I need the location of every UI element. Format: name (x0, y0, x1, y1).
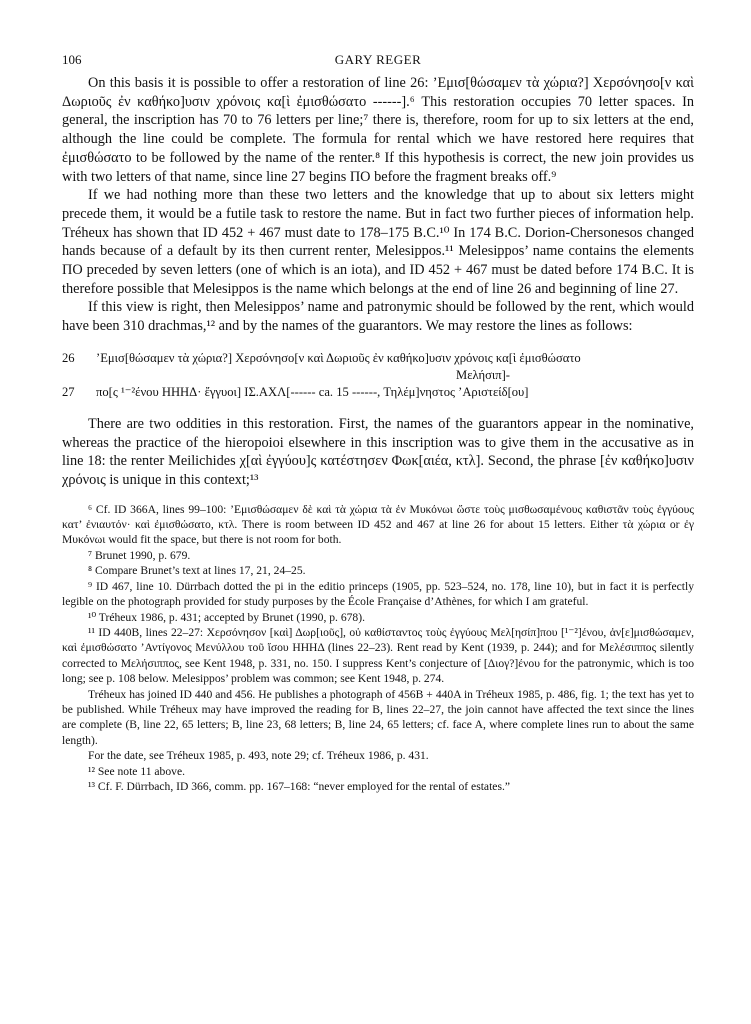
footnote-11: ¹¹ ID 440B, lines 22–27: Χερσόνησον [καὶ] Δωρ[ιοῦς], οὐ καθίσταντος τοὺς ἐγγύους Μελ[ησίπ]που [¹⁻²]ένου, ἀν[ε]μισθώσαμεν, καὶ ἐμισθώσατο ’Αντίγονος Μενύλλου τοῦ ἴσου ΗΗΗΔ (lines 22–23). Rent read by Kent (1939, p. 244); and for Μελέσιππος silently corrected to Μελήσιππος, see Kent 1948, p. 331, no. 150. I suppress Kent’s conjecture of [Διογ?]ένου for the patronymic, which is too long; see p. 108 below. Melesippos’ problem was common; see Kent 1948, p. 274. (62, 625, 694, 686)
page-header (62, 52, 694, 74)
line-number: 27 (62, 384, 75, 399)
paragraph-1: On this basis it is possible to offer a restoration of line 26: ’Εμισ[θώσαμεν τὰ χώρια?] Χερσόνησο[ν καὶ Δωριοῦς ἐν καθήκο]υσιν χρόνοις κα[ὶ ἐμισθώσατο ------].⁶ This restoration occupies 70 letter spaces. In general, the inscription has 70 to 76 letters per line;⁷ there is, therefore, room for up to six letters at the end, although the line could be complete. The formula for rental which we have restored here requires that ἐμισθώσατο to be followed by the name of the renter.⁸ If this hypothesis is correct, the new join provides us with two letters of that name, since line 27 begins ΠΟ before the fragment breaks off.⁹ (62, 75, 694, 185)
inscription-line-26-continuation: Μελήσιπ]- (456, 367, 510, 382)
footnotes (62, 502, 694, 795)
paragraph-2: If we had nothing more than these two letters and the knowledge that up to about six letters might precede them, it would be a futile task to restore the name. But in fact two further pieces of information help. Tréheux has shown that ID 452 + 467 must date to 178–175 B.C.¹⁰ In 174 B.C. Dorion-Chersonesos changed hands because of a default by its then current renter, Melesippos.¹¹ Melesippos’ name contains the elements ΠΟ preceded by seven letters (one of which is an iota), and ID 452 + 467 must be dated before 174 B.C. It is therefore possible that Melesippos is the name which belongs at the end of line 26 and beginning of line 27. (62, 187, 694, 297)
line-text: ’Εμισ[θώσαμεν τὰ χώρια?] Χερσόνησο[ν καὶ Δωριοῦς ἐν καθήκο]υσιν χρόνοις κα[ὶ ἐμισθώσατο (96, 350, 581, 365)
inscription-line-27 (62, 384, 694, 401)
page-number: 106 (62, 52, 82, 67)
line-number: 26 (62, 350, 75, 365)
paragraph-3: If this view is right, then Melesippos’ name and patronymic should be followed by the rent, which would have been 310 drachmas,¹² and by the names of the guarantors. We may restore the lines as follows: (62, 299, 694, 335)
running-head: GARY REGER (334, 52, 422, 67)
inscription-line-26 (62, 350, 694, 367)
footnote-11-date: For the date, see Tréheux 1985, p. 493, note 29; cf. Tréheux 1986, p. 431. (88, 749, 429, 763)
footnote-12: ¹² See note 11 above. (88, 764, 185, 778)
page (62, 52, 694, 794)
footnote-7: ⁷ Brunet 1990, p. 679. (88, 548, 191, 562)
paragraph-4: There are two oddities in this restoration. First, the names of the guarantors appear in the nominative, whereas the practice of the hieropoioi elsewhere in this inscription was to give them in the accusative as in line 18: the renter Meilichides χ[αὶ ἐγγύου]ς κατέστησεν Φωκ[αιέα, κτλ]. Second, the phrase [ἐν καθήκο]υσιν χρόνοις is unique in this context;¹³ (62, 415, 694, 488)
footnote-6: ⁶ Cf. ID 366A, lines 99–100: ’Εμισθώσαμεν δὲ καὶ τὰ χώρια τὰ ἐν Μυκόνωι ὥστε τοὺς μισθωσαμένους καθιστᾶν τοὺς ἐγγύους κατ’ ἐνιαυτόν· καὶ ἐμισθώσατο, κτλ. There is room between ID 452 and 467 at line 26 for about 15 letters. Either τὰ χώρια or ἐγ Μυκόνωι would fit the space, but there is not room for both. (62, 502, 694, 547)
footnote-13: ¹³ Cf. F. Dürrbach, ID 366, comm. pp. 167–168: “never employed for the rental of estates.” (88, 779, 510, 793)
footnote-11-continuation: Tréheux has joined ID 440 and 456. He publishes a photograph of 456B + 440A in Tréheux 1985, p. 486, fig. 1; the text has yet to be published. While Tréheux may have improved the reading for B, lines 22–27, the join cannot have affected the text since the lines are complete (B, line 22, 65 letters; B, line 23, 68 letters; B, line 24, 65 letters; cf. face A, where complete lines run to about the same length). (62, 687, 694, 747)
inscription-restoration (62, 350, 694, 401)
footnote-9: ⁹ ID 467, line 10. Dürrbach dotted the pi in the editio princeps (1905, pp. 523–524, no. 178, line 10), but in fact it is perfectly legible on the photograph provided for study purposes by the École Française d’Athènes, for which I am grateful. (62, 579, 694, 609)
body-text (62, 74, 694, 490)
line-text: πο[ς ¹⁻²ένου ΗΗΗΔ· ἔγγυοι] ΙΣ.ΑΧΛ[------ ca. 15 ------, Τηλέμ]νηστος ’Αριστείδ[ου] (96, 384, 529, 399)
footnote-10: ¹⁰ Tréheux 1986, p. 431; accepted by Brunet (1990, p. 678). (88, 610, 365, 624)
footnote-8: ⁸ Compare Brunet’s text at lines 17, 21, 24–25. (88, 564, 306, 578)
